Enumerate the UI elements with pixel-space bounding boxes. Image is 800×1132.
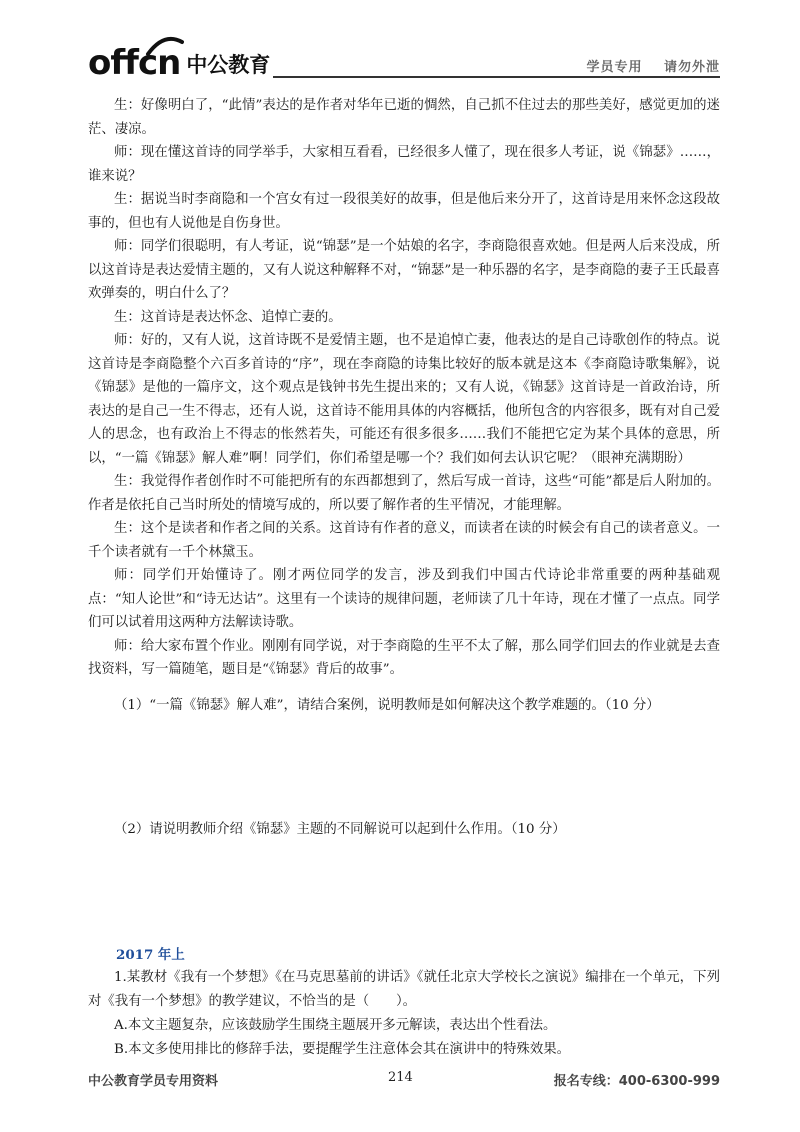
footer-label: 中公教育学员专用资料 — [88, 1074, 219, 1089]
header-tag-confidential: 请勿外泄 — [663, 60, 720, 75]
question-1: （1）“一篇《锦瑟》解人难”，请结合案例，说明教师是如何解决这个教学难题的。（10 分） — [114, 698, 660, 713]
option-b: B.本文多使用排比的修辞手法，要提醒学生注意体会其在演讲中的特殊效果。 — [114, 1042, 570, 1057]
dialogue-paragraph: 师：同学们开始懂诗了。刚才两位同学的发言，涉及到我们中国古代诗论非常重要的两种基础观点：“知人论世”和“诗无达诂”。这里有一个读诗的规律问题，老师读了几十年诗，现在才懂了一点点。同学们可以试着用这两种方法解读诗歌。 — [88, 568, 720, 630]
dialogue-paragraph: 生：好像明白了，“此情”表达的是作者对华年已逝的惆然，自己抓不住过去的那些美好，感觉更加的迷茫、凄凉。 — [88, 98, 720, 137]
dialogue-paragraph: 师：同学们很聪明，有人考证，说“锦瑟”是一个姑娘的名字，李商隐很喜欢她。但是两人后来没成，所以这首诗是表达爱情主题的，又有人说这种解释不对，“锦瑟”是一种乐器的名字，是李商隐的妻子王氏最喜欢弹奏的，明白什么了？ — [88, 239, 720, 301]
page-header — [88, 40, 720, 84]
header-tag-students-only: 学员专用 — [586, 60, 643, 75]
header-tags — [586, 56, 720, 75]
dialogue-body — [88, 94, 720, 682]
dialogue-paragraph: 生：这首诗是表达怀念、追悼亡妻的。 — [114, 309, 342, 325]
page-number: 214 — [388, 1070, 413, 1085]
dialogue-paragraph: 师：现在懂这首诗的同学举手，大家相互看看，已经很多人懂了，现在很多人考证，说《锦瑟》……，谁来说？ — [88, 145, 720, 184]
dialogue-paragraph: 生：这个是读者和作者之间的关系。这首诗有作者的意义，而读者在读的时候会有自己的读者意义。一千个读者就有一千个林黛玉。 — [88, 521, 720, 560]
logo-arc-icon — [144, 34, 184, 56]
dialogue-paragraph: 生：据说当时李商隐和一个宫女有过一段很美好的故事，但是他后来分开了，这首诗是用来怀念这段故事的，但也有人说他是自伤身世。 — [88, 192, 720, 231]
page-footer — [88, 1070, 720, 1090]
dialogue-paragraph: 生：我觉得作者创作时不可能把所有的东西都想到了，然后写成一首诗，这些“可能”都是后人附加的。作者是依托自己当时所处的情境写成的，所以要了解作者的生平情况，才能理解。 — [88, 474, 720, 513]
dialogue-paragraph: 师：给大家布置个作业。刚刚有同学说，对于李商隐的生平不太了解，那么同学们回去的作业就是去查找资料，写一篇随笔，题目是“《锦瑟》背后的故事”。 — [88, 638, 720, 677]
header-rule — [273, 76, 720, 78]
multiple-choice-question — [88, 966, 720, 1062]
logo-chinese-name: 中公教育 — [186, 53, 271, 77]
offcn-logo — [88, 40, 271, 83]
logo-wordmark: offcn — [88, 43, 181, 83]
footer-hotline: 报名专线：400-6300-999 — [553, 1074, 720, 1089]
question-2: （2）请说明教师介绍《锦瑟》主题的不同解说可以起到什么作用。（10 分） — [114, 822, 566, 837]
question-stem: 1.某教材《我有一个梦想》《在马克思墓前的讲话》《就任北京大学校长之演说》编排在一个单元，下列对《我有一个梦想》的教学建议，不恰当的是（ ）。 — [88, 970, 720, 1009]
dialogue-paragraph: 师：好的，又有人说，这首诗既不是爱情主题，也不是追悼亡妻，他表达的是自己诗歌创作的特点。说这首诗是李商隐整个六百多首诗的“序”，现在李商隐的诗集比较好的版本就是这本《李商隐诗歌集解》，说《锦瑟》是他的一篇序文，这个观点是钱钟书先生提出来的；又有人说，《锦瑟》这首诗是一首政治诗，所表达的是自己一生不得志，还有人说，这首诗不能用具体的内容概括，他所包含的内容很多，既有对自己爱人的思念，也有政治上不得志的怅然若失，可能还有很多很多……我们不能把它定为某个具体的意思，所以，“一篇《锦瑟》解人难”啊！同学们，你们希望是哪一个？我们如何去认识它呢？（眼神充满期盼） — [88, 333, 720, 466]
section-title: 2017 年上 — [116, 947, 185, 963]
option-a: A.本文主题复杂，应该鼓励学生围绕主题展开多元解读，表达出个性看法。 — [114, 1018, 557, 1033]
